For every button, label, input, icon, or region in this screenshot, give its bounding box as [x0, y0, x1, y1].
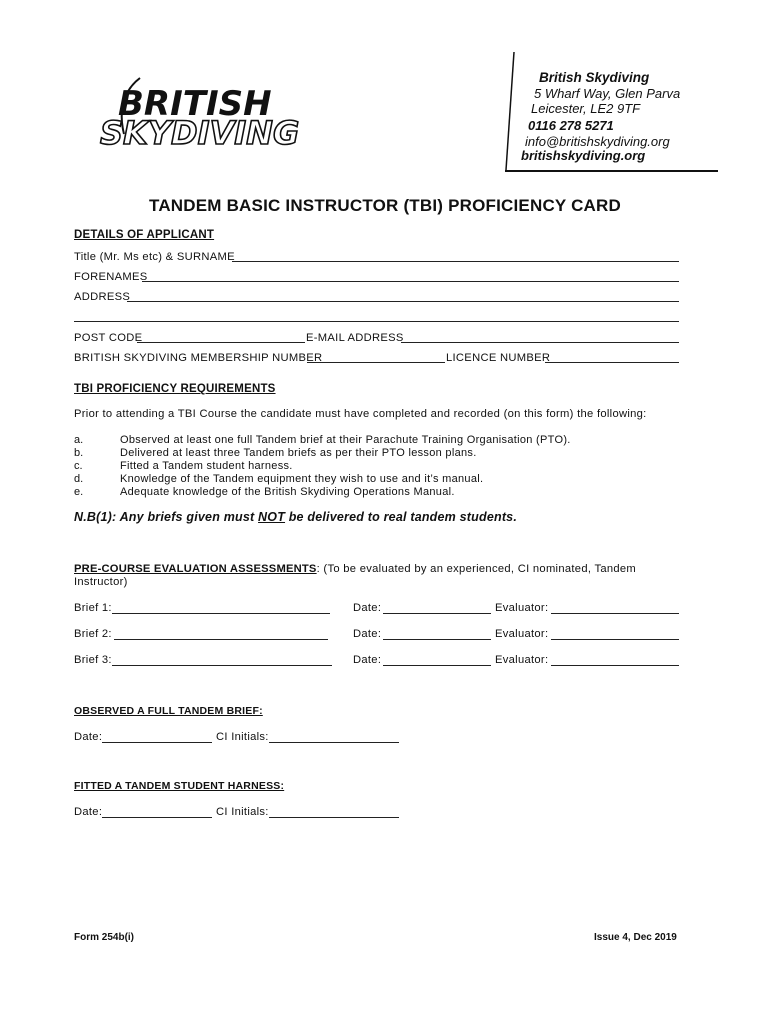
- email-field[interactable]: [401, 342, 679, 343]
- note-suffix: be delivered to real tandem students.: [285, 510, 518, 524]
- brief-label: Brief 1:: [74, 602, 112, 614]
- email-label: E-MAIL ADDRESS: [306, 332, 404, 344]
- brief-2-evaluator-field[interactable]: [551, 639, 679, 640]
- section-heading-fitted: FITTED A TANDEM STUDENT HARNESS:: [74, 780, 285, 792]
- observed-initials-field[interactable]: [269, 742, 399, 743]
- brief-label: Brief 3:: [74, 654, 112, 666]
- requirement-letter: d.: [74, 473, 84, 485]
- brief-date-label: Date:: [353, 602, 382, 614]
- section-heading-requirements: TBI PROFICIENCY REQUIREMENTS: [74, 383, 276, 395]
- observed-date-label: Date:: [74, 731, 103, 743]
- requirement-letter: a.: [74, 434, 84, 446]
- note-prefix: N.B(1): Any briefs given must: [74, 510, 259, 524]
- licence-field[interactable]: [545, 362, 679, 363]
- requirement-text: Fitted a Tandem student harness.: [120, 460, 293, 472]
- address-field-line2[interactable]: [74, 321, 679, 322]
- address-divider: [500, 50, 520, 172]
- brief-3-field[interactable]: [112, 665, 332, 666]
- title-surname-field[interactable]: [232, 261, 679, 262]
- brief-date-label: Date:: [353, 628, 382, 640]
- observed-date-field[interactable]: [102, 742, 212, 743]
- evaluation-heading-suffix: : (To be evaluated by an experienced, CI nominated, Tandem: [316, 563, 637, 575]
- section-heading-observed: OBSERVED A FULL TANDEM BRIEF:: [74, 705, 263, 717]
- membership-label: BRITISH SKYDIVING MEMBERSHIP NUMBER: [74, 352, 323, 364]
- fitted-initials-field[interactable]: [269, 817, 399, 818]
- brief-evaluator-label: Evaluator:: [495, 654, 549, 666]
- brief-3-date-field[interactable]: [383, 665, 491, 666]
- requirement-letter: b.: [74, 447, 84, 459]
- org-phone: 0116 278 5271: [528, 118, 614, 133]
- address-label: ADDRESS: [74, 291, 131, 303]
- section-heading-evaluation: PRE-COURSE EVALUATION ASSESSMENTS: [74, 563, 317, 575]
- brief-date-label: Date:: [353, 654, 382, 666]
- logo-word-skydiving: SKYDIVING: [100, 114, 300, 152]
- requirement-text: Knowledge of the Tandem equipment they wish to use and it’s manual.: [120, 473, 484, 485]
- postcode-field[interactable]: [137, 342, 305, 343]
- org-email: info@britishskydiving.org: [525, 134, 670, 149]
- requirement-letter: c.: [74, 460, 83, 472]
- brief-3-evaluator-field[interactable]: [551, 665, 679, 666]
- form-number: Form 254b(i): [74, 932, 135, 943]
- title-surname-label: Title (Mr. Ms etc) & SURNAME: [74, 251, 235, 263]
- fitted-initials-label: CI Initials:: [216, 806, 269, 818]
- licence-label: LICENCE NUMBER: [446, 352, 551, 364]
- header-rule: [505, 170, 718, 172]
- evaluation-heading-line: [74, 563, 636, 575]
- requirement-letter: e.: [74, 486, 84, 498]
- page-title: TANDEM BASIC INSTRUCTOR (TBI) PROFICIENCY CARD: [149, 196, 621, 215]
- brief-label: Brief 2:: [74, 628, 112, 640]
- org-address-line2: Leicester, LE2 9TF: [531, 101, 641, 116]
- fitted-date-label: Date:: [74, 806, 103, 818]
- requirement-text: Observed at least one full Tandem brief at their Parachute Training Organisation (PTO).: [120, 434, 571, 446]
- membership-field[interactable]: [307, 362, 445, 363]
- brief-1-field[interactable]: [112, 613, 330, 614]
- logo-word-british: BRITISH: [118, 84, 272, 124]
- brief-evaluator-label: Evaluator:: [495, 602, 549, 614]
- forenames-label: FORENAMES: [74, 271, 148, 283]
- org-address-line1: 5 Wharf Way, Glen Parva: [534, 86, 681, 101]
- section-heading-applicant: DETAILS OF APPLICANT: [74, 229, 215, 241]
- observed-initials-label: CI Initials:: [216, 731, 269, 743]
- address-field[interactable]: [127, 301, 679, 302]
- postcode-label: POST CODE: [74, 332, 143, 344]
- brief-1-evaluator-field[interactable]: [551, 613, 679, 614]
- fitted-date-field[interactable]: [102, 817, 212, 818]
- requirement-text: Adequate knowledge of the British Skydiving Operations Manual.: [120, 486, 455, 498]
- note-emphasis: NOT: [258, 510, 286, 524]
- brief-2-date-field[interactable]: [383, 639, 491, 640]
- forenames-field[interactable]: [142, 281, 679, 282]
- brief-1-date-field[interactable]: [383, 613, 491, 614]
- issue-date: Issue 4, Dec 2019: [594, 932, 677, 943]
- org-name: British Skydiving: [539, 70, 650, 85]
- evaluation-heading-line2: Instructor): [74, 576, 128, 588]
- requirement-text: Delivered at least three Tandem briefs as per their PTO lesson plans.: [120, 447, 477, 459]
- brief-evaluator-label: Evaluator:: [495, 628, 549, 640]
- brief-2-field[interactable]: [114, 639, 328, 640]
- requirements-intro: Prior to attending a TBI Course the candidate must have completed and recorded (on this form) the following:: [74, 408, 647, 420]
- org-website: britishskydiving.org: [521, 148, 646, 163]
- note-real-students: [74, 510, 517, 524]
